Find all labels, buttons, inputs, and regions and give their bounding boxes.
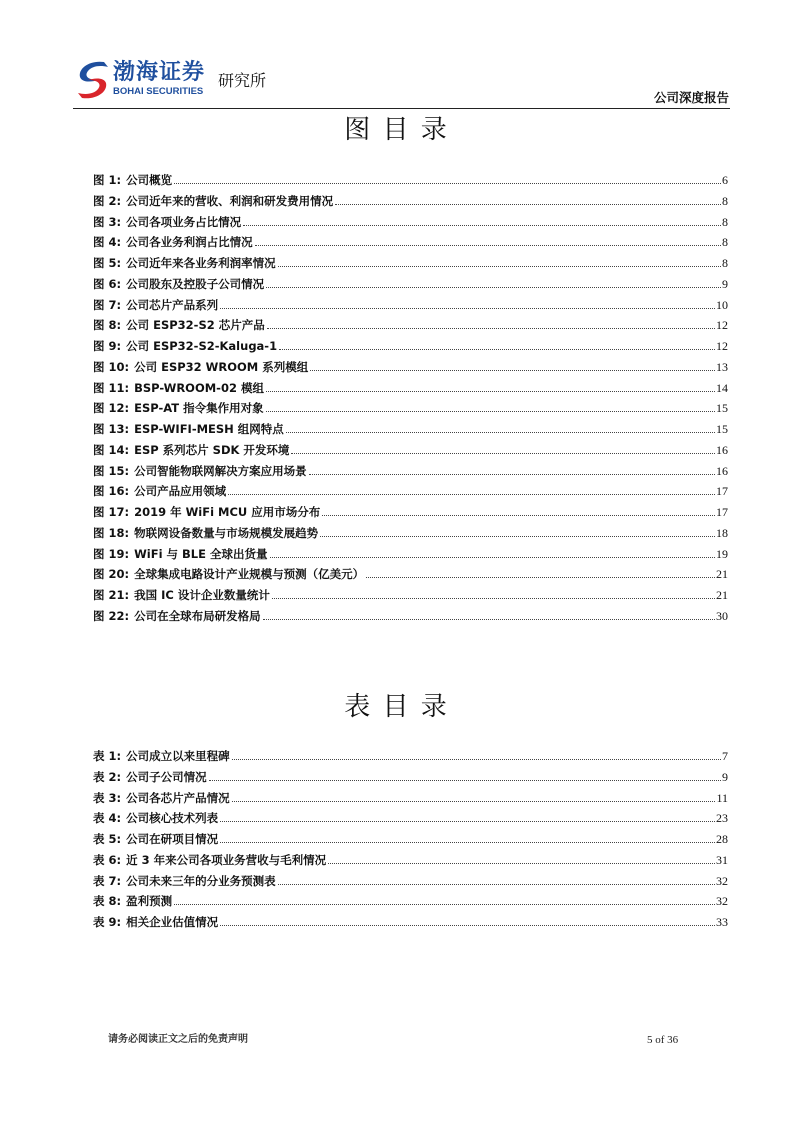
entry-number: 表 3: — [93, 790, 122, 805]
entry-number: 图 3: — [93, 214, 122, 229]
entry-page-number: 17 — [716, 484, 728, 499]
entry-title: 公司各业务利润占比情况 — [126, 235, 253, 250]
figure-entry[interactable] — [93, 398, 728, 419]
entry-number: 图 4: — [93, 235, 122, 250]
figure-entry[interactable] — [93, 606, 728, 627]
leader-dots — [232, 759, 721, 760]
entry-title: 近 3 年来公司各项业务营收与毛利情况 — [126, 852, 327, 867]
entry-title: 我国 IC 设计企业数量统计 — [134, 588, 270, 602]
leader-dots — [220, 308, 715, 309]
table-entry[interactable] — [93, 788, 728, 809]
entry-page-number: 8 — [722, 235, 728, 250]
entry-page-number: 16 — [716, 442, 728, 457]
leader-dots — [278, 266, 721, 267]
entry-page-number: 30 — [716, 608, 728, 623]
entry-title: 公司在全球布局研发格局 — [134, 608, 261, 623]
leader-dots — [220, 821, 715, 822]
entry-title: 公司近年来的营收、利润和研发费用情况 — [126, 193, 334, 208]
leader-dots — [335, 204, 721, 205]
entry-number: 表 7: — [93, 873, 122, 888]
entry-title: 相关企业估值情况 — [126, 915, 219, 929]
entry-number: 图 14: — [93, 442, 130, 457]
table-entry[interactable] — [93, 767, 728, 788]
entry-title: 公司 ESP32-S2 芯片产品 — [126, 318, 265, 333]
table-entry[interactable] — [93, 829, 728, 850]
leader-dots — [278, 884, 715, 885]
entry-number: 图 18: — [93, 525, 130, 540]
entry-page-number: 14 — [716, 380, 728, 395]
tables-toc-list — [93, 746, 728, 933]
leader-dots — [174, 183, 721, 184]
entry-number: 图 13: — [93, 422, 130, 436]
leader-dots — [243, 225, 721, 226]
entry-title: 公司各芯片产品情况 — [126, 790, 230, 805]
entry-number: 表 6: — [93, 852, 122, 867]
figure-entry[interactable] — [93, 315, 728, 336]
leader-dots — [310, 370, 715, 371]
leader-dots — [228, 494, 715, 495]
entry-title: 公司概览 — [126, 173, 173, 187]
leader-dots — [266, 411, 715, 412]
entry-number: 图 9: — [93, 339, 122, 353]
table-entry[interactable] — [93, 808, 728, 829]
logo-department: 研究所 — [218, 71, 267, 90]
entry-page-number: 12 — [716, 318, 728, 333]
entry-title: ESP-WIFI-MESH 组网特点 — [134, 422, 284, 436]
figures-toc-title: 图 目 录 — [344, 115, 449, 145]
entry-title: 盈利预测 — [126, 894, 173, 909]
entry-title: 公司成立以来里程碑 — [126, 749, 230, 763]
logo-chinese-name: 渤海证券 — [113, 60, 206, 85]
entry-number: 图 21: — [93, 588, 130, 602]
entry-number: 图 12: — [93, 401, 130, 416]
leader-dots — [272, 598, 715, 599]
entry-page-number: 9 — [722, 276, 728, 291]
figures-toc-list — [93, 170, 728, 627]
entry-page-number: 8 — [722, 193, 728, 208]
entry-page-number: 32 — [716, 894, 728, 909]
figure-entry[interactable] — [93, 544, 728, 565]
entry-title: BSP-WROOM-02 模组 — [134, 380, 264, 395]
entry-title: 公司各项业务占比情况 — [126, 214, 242, 229]
entry-page-number: 6 — [722, 173, 728, 187]
entry-page-number: 7 — [722, 749, 728, 763]
entry-number: 表 2: — [93, 769, 122, 784]
figure-entry[interactable] — [93, 481, 728, 502]
entry-number: 图 8: — [93, 318, 122, 333]
entry-title: ESP 系列芯片 SDK 开发环境 — [134, 442, 290, 457]
figure-entry[interactable] — [93, 357, 728, 378]
figure-entry[interactable] — [93, 564, 728, 585]
entry-page-number: 16 — [716, 463, 728, 478]
figure-entry[interactable] — [93, 212, 728, 233]
entry-number: 图 22: — [93, 608, 130, 623]
entry-title: 公司近年来各业务利润率情况 — [126, 256, 276, 270]
entry-number: 图 15: — [93, 463, 130, 478]
footer-disclaimer: 请务必阅读正文之后的免责声明 — [108, 1034, 248, 1045]
table-entry[interactable] — [93, 850, 728, 871]
entry-page-number: 13 — [716, 359, 728, 374]
entry-page-number: 15 — [716, 401, 728, 416]
entry-page-number: 11 — [716, 790, 728, 805]
entry-number: 图 17: — [93, 505, 130, 519]
figure-entry[interactable] — [93, 232, 728, 253]
entry-number: 图 6: — [93, 276, 122, 291]
table-entry[interactable] — [93, 746, 728, 767]
entry-number: 表 1: — [93, 749, 122, 763]
entry-page-number: 21 — [716, 588, 728, 602]
leader-dots — [279, 349, 715, 350]
logo-english-name: BOHAI SECURITIES — [113, 86, 204, 97]
entry-number: 表 9: — [93, 915, 122, 929]
figure-entry[interactable] — [93, 440, 728, 461]
entry-title: ESP-AT 指令集作用对象 — [134, 401, 264, 416]
entry-number: 图 11: — [93, 380, 130, 395]
entry-number: 图 10: — [93, 359, 130, 374]
tables-toc-title: 表 目 录 — [344, 692, 449, 722]
entry-page-number: 18 — [716, 525, 728, 540]
leader-dots — [232, 801, 716, 802]
leader-dots — [266, 287, 721, 288]
table-entry[interactable] — [93, 871, 728, 892]
entry-page-number: 23 — [716, 811, 728, 826]
leader-dots — [322, 515, 715, 516]
leader-dots — [366, 577, 715, 578]
figure-entry[interactable] — [93, 378, 728, 399]
figure-entry[interactable] — [93, 523, 728, 544]
entry-title: 公司未来三年的分业务预测表 — [126, 873, 276, 888]
figure-entry[interactable] — [93, 419, 728, 440]
leader-dots — [220, 842, 715, 843]
entry-number: 图 16: — [93, 484, 130, 499]
leader-dots — [209, 780, 721, 781]
leader-dots — [263, 619, 715, 620]
figure-entry[interactable] — [93, 502, 728, 523]
leader-dots — [286, 432, 715, 433]
figure-entry[interactable] — [93, 461, 728, 482]
entry-title: 公司 ESP32-S2-Kaluga-1 — [126, 339, 278, 353]
entry-title: 公司 ESP32 WROOM 系列模组 — [134, 359, 309, 374]
table-entry[interactable] — [93, 891, 728, 912]
entry-title: 全球集成电路设计产业规模与预测（亿美元） — [134, 567, 365, 582]
figure-entry[interactable] — [93, 274, 728, 295]
entry-number: 图 2: — [93, 193, 122, 208]
entry-page-number: 9 — [722, 769, 728, 784]
entry-title: 公司芯片产品系列 — [126, 297, 219, 312]
entry-number: 图 5: — [93, 256, 122, 270]
leader-dots — [328, 863, 715, 864]
entry-page-number: 31 — [716, 852, 728, 867]
leader-dots — [309, 474, 715, 475]
bohai-logo-icon — [74, 58, 112, 102]
entry-title: 物联网设备数量与市场规模发展趋势 — [134, 525, 319, 540]
entry-title: 公司智能物联网解决方案应用场景 — [134, 463, 307, 478]
entry-title: 公司股东及控股子公司情况 — [126, 276, 265, 291]
report-type-label: 公司深度报告 — [653, 90, 729, 105]
entry-number: 表 8: — [93, 894, 122, 909]
entry-number: 表 5: — [93, 832, 122, 846]
entry-page-number: 33 — [716, 915, 728, 929]
entry-page-number: 32 — [716, 873, 728, 888]
figure-entry[interactable] — [93, 170, 728, 191]
entry-title: WiFi 与 BLE 全球出货量 — [134, 546, 268, 561]
entry-title: 公司在研项目情况 — [126, 832, 219, 846]
entry-number: 图 20: — [93, 567, 130, 582]
entry-page-number: 17 — [716, 505, 728, 519]
entry-title: 2019 年 WiFi MCU 应用市场分布 — [134, 505, 321, 519]
leader-dots — [266, 391, 715, 392]
figure-entry[interactable] — [93, 253, 728, 274]
leader-dots — [270, 557, 716, 558]
leader-dots — [291, 453, 715, 454]
entry-number: 表 4: — [93, 811, 122, 826]
header-divider — [73, 108, 730, 109]
entry-page-number: 10 — [716, 297, 728, 312]
entry-page-number: 21 — [716, 567, 728, 582]
figure-entry[interactable] — [93, 585, 728, 606]
leader-dots — [320, 536, 715, 537]
leader-dots — [267, 328, 715, 329]
entry-title: 公司子公司情况 — [126, 769, 207, 784]
entry-page-number: 28 — [716, 832, 728, 846]
entry-page-number: 15 — [716, 422, 728, 436]
leader-dots — [220, 925, 715, 926]
entry-page-number: 8 — [722, 256, 728, 270]
entry-title: 公司核心技术列表 — [126, 811, 219, 826]
entry-title: 公司产品应用领域 — [134, 484, 227, 499]
entry-number: 图 1: — [93, 173, 122, 187]
entry-page-number: 8 — [722, 214, 728, 229]
entry-page-number: 19 — [716, 546, 728, 561]
leader-dots — [174, 904, 715, 905]
table-entry[interactable] — [93, 912, 728, 933]
figure-entry[interactable] — [93, 295, 728, 316]
entry-number: 图 19: — [93, 546, 130, 561]
footer-page-number: 5 of 36 — [647, 1034, 679, 1046]
entry-page-number: 12 — [716, 339, 728, 353]
entry-number: 图 7: — [93, 297, 122, 312]
figure-entry[interactable] — [93, 191, 728, 212]
figure-entry[interactable] — [93, 336, 728, 357]
leader-dots — [255, 245, 721, 246]
